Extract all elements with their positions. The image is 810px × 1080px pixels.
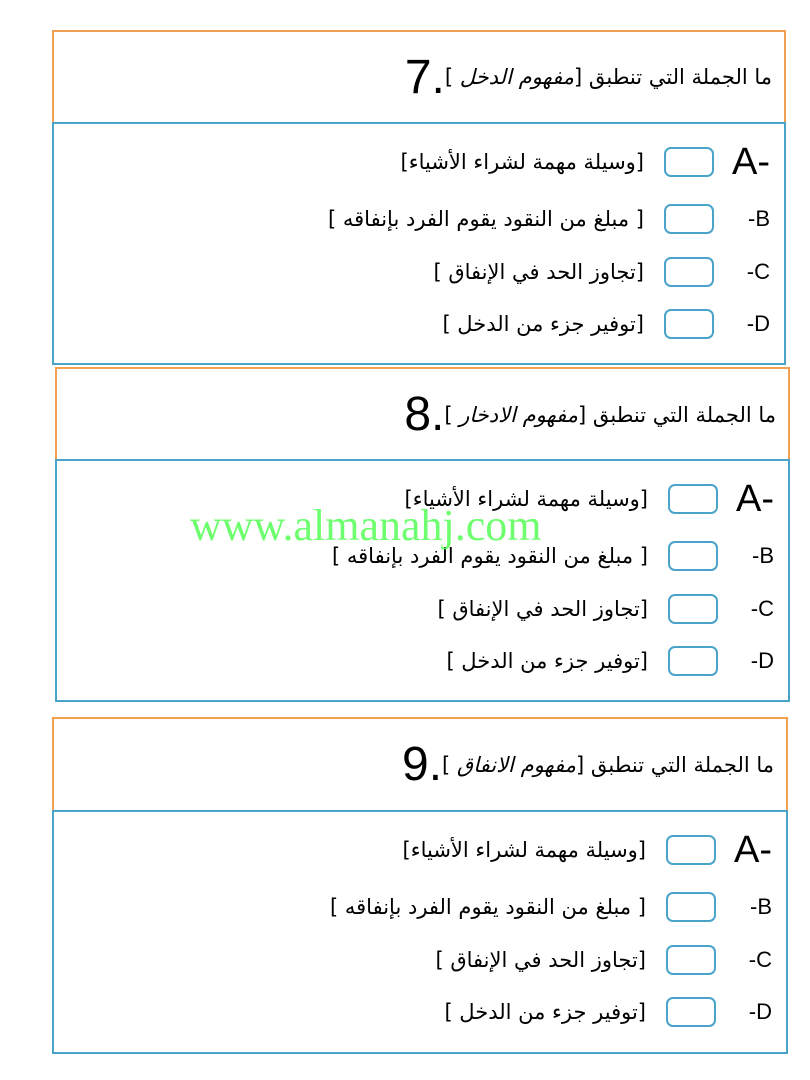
- option-text: [وسيلة مهمة لشراء الأشياء]: [400, 150, 644, 174]
- option-d: [54, 992, 786, 1032]
- question-7-header: [52, 30, 786, 124]
- option-label: -D: [746, 311, 770, 336]
- option-text: [توفير جزء من الدخل ]: [444, 1000, 646, 1024]
- option-label: -B: [750, 894, 772, 919]
- question-8-title: [388, 369, 776, 460]
- option-label: A-: [732, 140, 770, 183]
- answer-checkbox[interactable]: [666, 835, 716, 865]
- answer-checkbox[interactable]: [664, 204, 714, 234]
- question-8-number: 8.: [404, 388, 445, 441]
- option-text: [وسيلة مهمة لشراء الأشياء]: [402, 838, 646, 862]
- option-text: [ مبلغ من النقود يقوم الفرد بإنفاقه ]: [328, 207, 644, 231]
- option-label: A-: [736, 477, 774, 520]
- option-b: [54, 887, 786, 927]
- option-a: [57, 479, 788, 519]
- answer-checkbox[interactable]: [666, 997, 716, 1027]
- option-c: [57, 589, 788, 629]
- option-label: -B: [752, 543, 774, 568]
- watermark-text: www.almanahj.com: [190, 501, 542, 550]
- question-8-options: [55, 459, 790, 702]
- answer-checkbox[interactable]: [664, 309, 714, 339]
- option-label: -B: [748, 206, 770, 231]
- answer-checkbox[interactable]: [668, 594, 718, 624]
- question-8-prompt: ما الجملة التي تنطبق [مفهوم الادخار ]: [444, 402, 776, 427]
- answer-checkbox[interactable]: [666, 945, 716, 975]
- option-d: [57, 641, 788, 681]
- question-9-number: 9.: [402, 738, 443, 791]
- question-8-header: [55, 367, 790, 462]
- answer-checkbox[interactable]: [664, 147, 714, 177]
- question-9-header: [52, 717, 788, 812]
- option-label: -D: [748, 999, 772, 1024]
- option-text: [تجاوز الحد في الإنفاق ]: [435, 948, 646, 972]
- answer-checkbox[interactable]: [666, 892, 716, 922]
- question-9-concept: مفهوم الانفاق: [456, 752, 576, 777]
- question-9-options: [52, 810, 788, 1054]
- option-d: [54, 304, 784, 344]
- option-text: [ مبلغ من النقود يقوم الفرد بإنفاقه ]: [332, 544, 648, 568]
- option-c: [54, 940, 786, 980]
- option-a: [54, 830, 786, 870]
- answer-checkbox[interactable]: [668, 646, 718, 676]
- question-7-options: [52, 122, 786, 365]
- option-label: -D: [750, 648, 774, 673]
- question-7-title: [389, 32, 772, 122]
- question-9-prompt: ما الجملة التي تنطبق [مفهوم الانفاق ]: [442, 752, 774, 777]
- option-label: -C: [748, 947, 772, 972]
- option-label: -C: [746, 259, 770, 284]
- option-c: [54, 252, 784, 292]
- answer-checkbox[interactable]: [668, 484, 718, 514]
- question-7-number: 7.: [404, 50, 445, 104]
- option-text: [توفير جزء من الدخل ]: [442, 312, 644, 336]
- option-text: [وسيلة مهمة لشراء الأشياء]: [404, 487, 648, 511]
- option-b: [54, 199, 784, 239]
- option-text: [توفير جزء من الدخل ]: [446, 649, 648, 673]
- answer-checkbox[interactable]: [664, 257, 714, 287]
- option-label: A-: [734, 828, 772, 871]
- question-7-prompt: ما الجملة التي تنطبق [مفهوم الدخل ]: [444, 65, 772, 89]
- option-a: [54, 142, 784, 182]
- question-7-concept: مفهوم الدخل: [459, 65, 574, 89]
- option-text: [ مبلغ من النقود يقوم الفرد بإنفاقه ]: [330, 895, 646, 919]
- option-b: [57, 536, 788, 576]
- option-text: [تجاوز الحد في الإنفاق ]: [437, 597, 648, 621]
- option-text: [تجاوز الحد في الإنفاق ]: [433, 260, 644, 284]
- option-label: -C: [750, 596, 774, 621]
- question-8-concept: مفهوم الادخار: [459, 402, 578, 427]
- question-9-title: [386, 719, 774, 810]
- answer-checkbox[interactable]: [668, 541, 718, 571]
